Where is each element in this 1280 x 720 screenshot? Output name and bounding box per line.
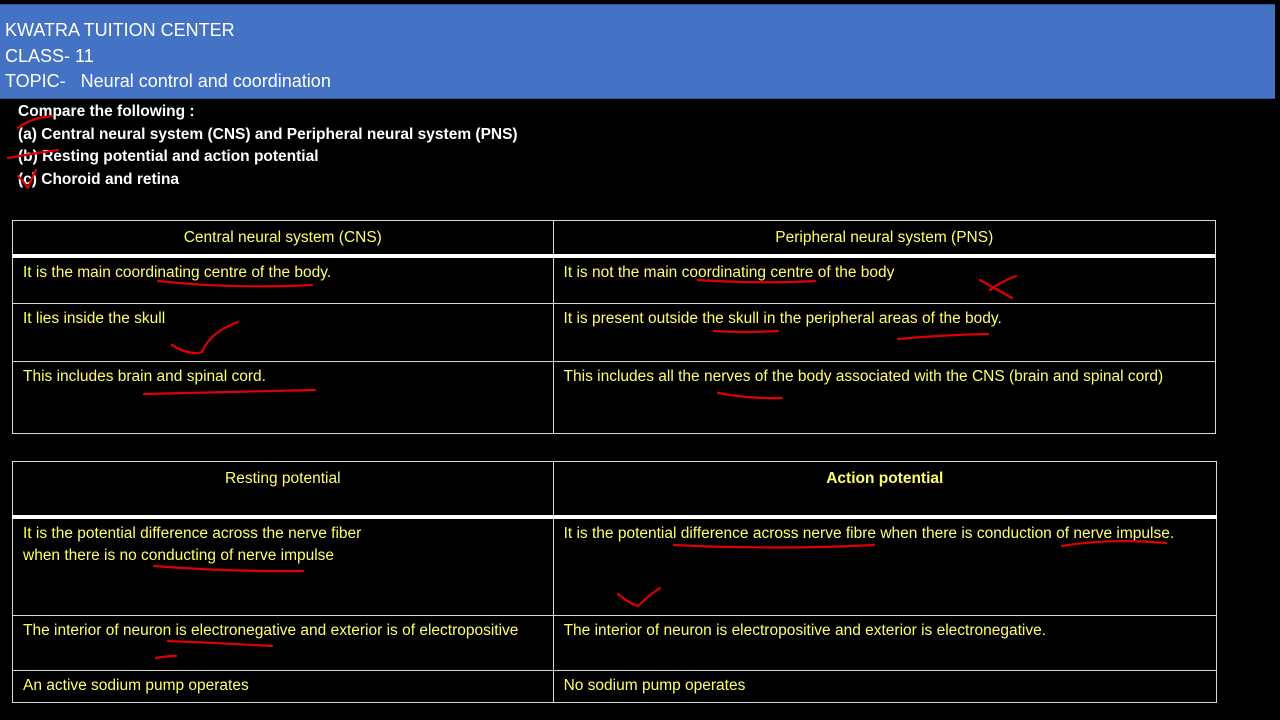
table-row: [13, 671, 1217, 703]
table-row: [13, 616, 1217, 671]
cns-pns-table: [12, 220, 1216, 434]
question-item-c: (c) Choroid and retina: [18, 171, 180, 189]
table-cell: This includes all the nerves of the body associated with the CNS (brain and spinal cord): [553, 362, 1215, 434]
table-cell: It is not the main coordinating centre of the body: [553, 256, 1215, 304]
header-cell: Resting potential: [13, 462, 554, 517]
table-row: [13, 256, 1216, 304]
table-cell: No sodium pump operates: [553, 671, 1216, 703]
topic-label: TOPIC- Neural control and coordination: [5, 71, 331, 91]
table-header-row: [13, 221, 1216, 256]
header-cell: Action potential: [553, 462, 1216, 517]
table-row: [13, 304, 1216, 362]
potential-table: [12, 461, 1217, 703]
institute-name: KWATRA TUITION CENTER: [5, 20, 235, 40]
header-banner: [0, 4, 1275, 99]
header-cell: Central neural system (CNS): [13, 221, 554, 256]
question-block: [18, 101, 518, 192]
table-cell: It lies inside the skull: [13, 304, 554, 362]
table-cell: It is present outside the skull in the peripheral areas of the body.: [553, 304, 1215, 362]
table-header-row: [13, 462, 1217, 517]
table-cell: It is the potential difference across the nerve fiber when there is no conducting of nerve impulse: [13, 517, 554, 616]
table-row: [13, 517, 1217, 616]
table-cell: It is the main coordinating centre of the body.: [13, 256, 554, 304]
table-cell: An active sodium pump operates: [13, 671, 554, 703]
table-cell: The interior of neuron is electropositive and exterior is electronegative.: [553, 616, 1216, 671]
table-cell: This includes brain and spinal cord.: [13, 362, 554, 434]
table-cell: The interior of neuron is electronegative and exterior is of electropositive: [13, 616, 554, 671]
class-label: CLASS- 11: [5, 45, 94, 66]
table-row: [13, 362, 1216, 434]
question-item-a: (a) Central neural system (CNS) and Peripheral neural system (PNS): [18, 125, 518, 143]
table-cell: It is the potential difference across nerve fibre when there is conduction of nerve impulse.: [553, 517, 1216, 616]
question-item-b: (b) Resting potential and action potential: [18, 148, 319, 166]
question-title: Compare the following :: [18, 103, 195, 120]
header-cell: Peripheral neural system (PNS): [553, 221, 1215, 256]
